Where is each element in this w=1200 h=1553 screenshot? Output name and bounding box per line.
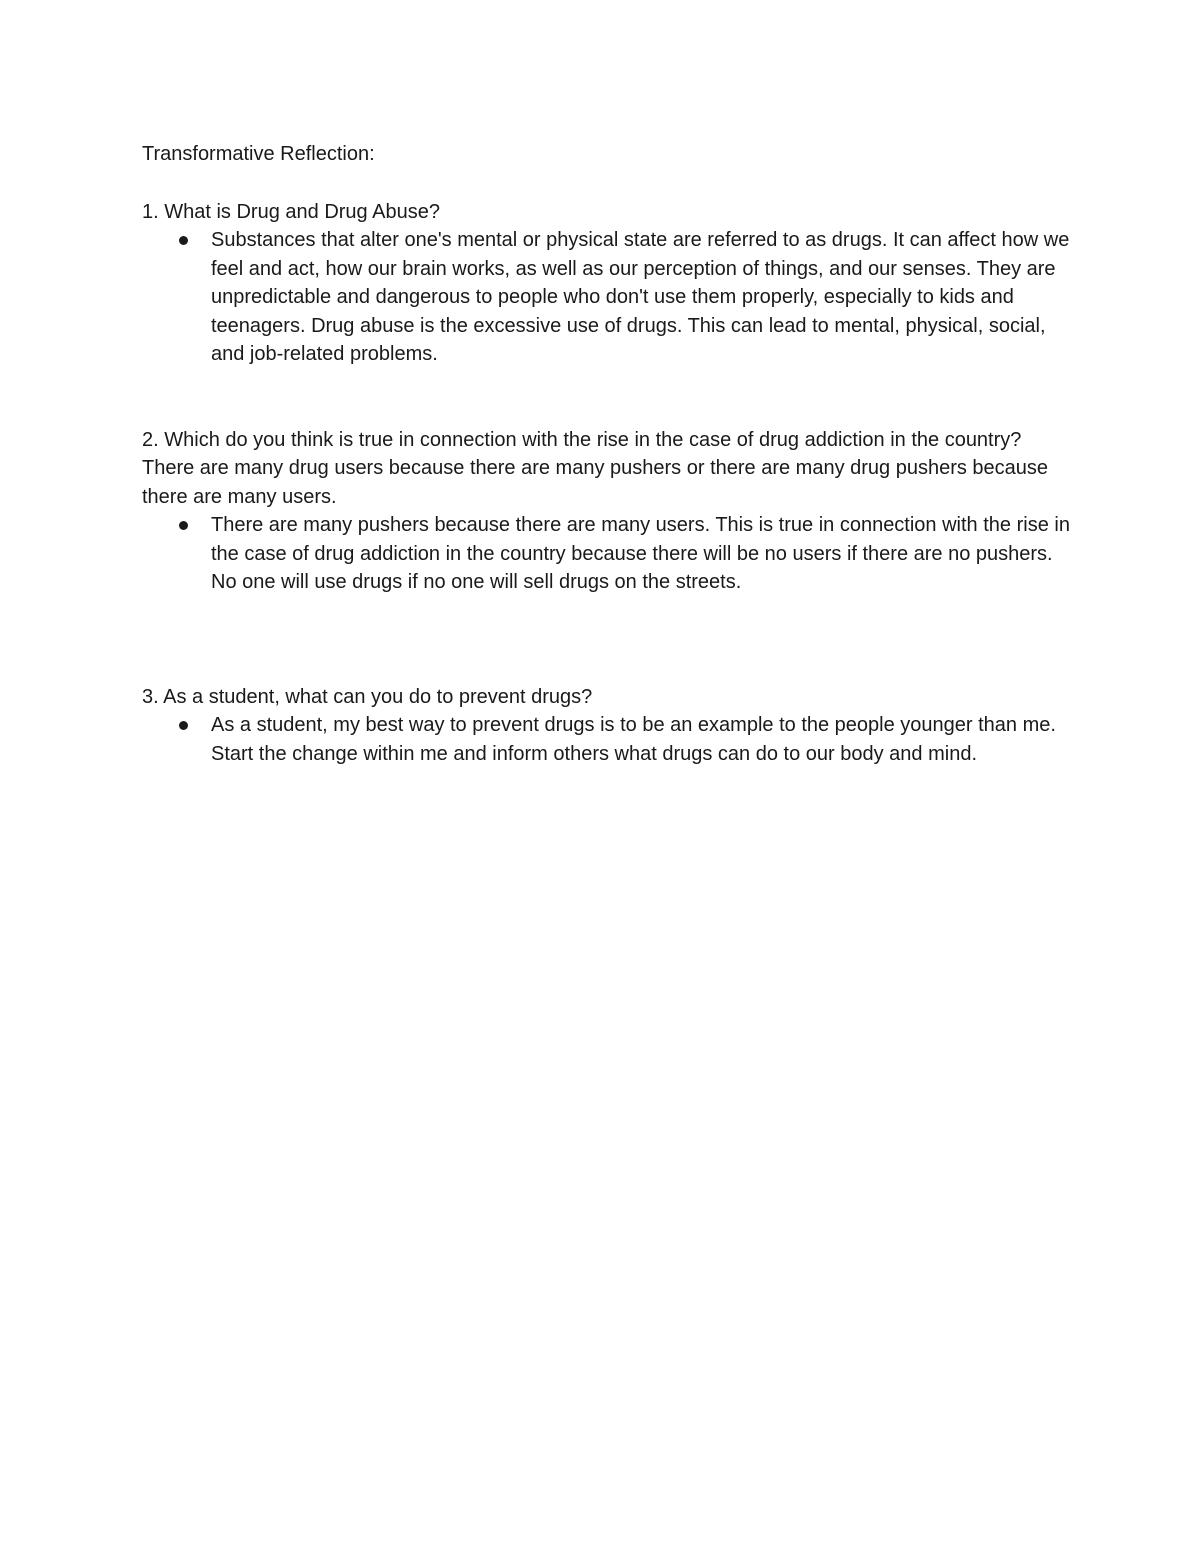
question-number: 2. (142, 428, 159, 451)
answer-text: There are many pushers because there are many users. This is true in connection with the rise in the case of drug addiction in the country because there will be no users if there are no pushers. No one will use drugs if no one will sell drugs on the streets. (211, 514, 1070, 593)
answer-item (142, 711, 1072, 768)
answer-list (142, 226, 1072, 369)
document-title: Transformative Reflection: (142, 143, 375, 165)
question-number: 3. (142, 685, 159, 708)
question-text: What is Drug and Drug Abuse? (164, 200, 440, 223)
spacer (142, 597, 1072, 683)
question-text: Which do you think is true in connection with the rise in the case of drug addiction in the country? There are many drug users because there are many pushers or there are many drug pushers because there are many users. (142, 428, 1049, 508)
question-3 (142, 683, 1072, 712)
question-number: 1. (142, 200, 159, 223)
answer-text: Substances that alter one's mental or physical state are referred to as drugs. It can affect how we feel and act, how our brain works, as well as our perception of things, and our senses. They are unpredictable and dangerous to people who don't use them properly, especially to kids and teenagers. Drug abuse is the excessive use of drugs. This can lead to mental, physical, social, and job-related problems. (211, 229, 1070, 365)
question-1 (142, 198, 1072, 227)
answer-list (142, 511, 1072, 597)
document-body (142, 140, 1072, 768)
answer-item (142, 226, 1072, 369)
answer-list (142, 711, 1072, 768)
spacer (142, 369, 1072, 426)
question-section-3 (142, 683, 1072, 769)
bullet-icon (179, 721, 188, 730)
spacer (142, 169, 1072, 198)
bullet-icon (179, 236, 188, 245)
question-section-1 (142, 198, 1072, 369)
answer-text: As a student, my best way to prevent drugs is to be an example to the people younger than me. Start the change within me and inform others what drugs can do to our body and mind. (211, 714, 1056, 765)
answer-item (142, 511, 1072, 597)
bullet-icon (179, 521, 188, 530)
question-text: As a student, what can you do to prevent drugs? (163, 685, 593, 708)
question-section-2 (142, 426, 1072, 597)
question-2 (142, 426, 1072, 512)
